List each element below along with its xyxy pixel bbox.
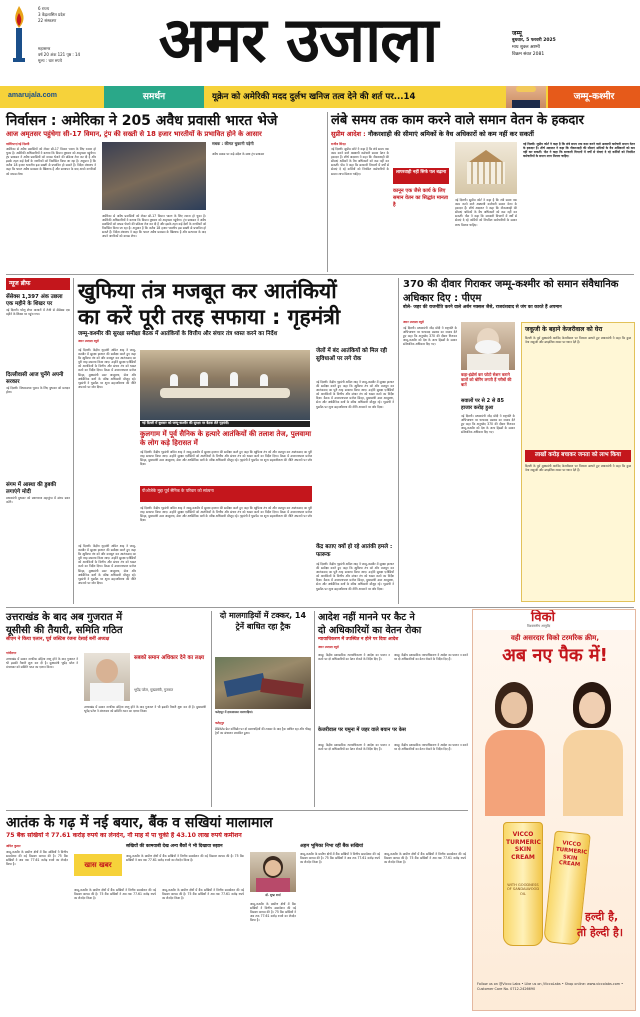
ad-model-1 — [479, 676, 553, 816]
main-sub-body-2: नई दिल्ली। केंद्रीय गृहमंत्री अमित शाह ने जम्मू-कश्मीर में सुरक्षा हालात की समीक्षा करते हुए कहा कि खुफिया तंत्र को और मजबूत कर आतंकवाद का पूरी तरह सफाया किया जाए। उन्होंने सुरक्षा एजेंसियों को आतंकियों के वित्तीय और संचार तंत्र को ध्वस्त करने का निर्देश दिया। बैठक में उपराज्यपाल मनोज सिन्हा, मुख्यमंत्री उमर अब्दुल्ला, सेना और अर्धसैनिक बलों के वरिष्ठ अधिकारी मौजूद रहे। गृहमंत्री ने घुसपैठ पर शून्य सहनशीलता की नीति अपनाने पर जोर दिया। — [316, 562, 394, 591]
banking-body-3: जम्मू-कश्मीर के ग्रामीण क्षेत्रों में बैंक सखियों ने वित्तीय समावेशन की नई मिसाल कायम की है। 75 बैंक सखियों ने अब तक 77.61 करोड़ रुपये का लेनदेन किया है। — [162, 888, 244, 901]
banking-box-body: जम्मू-कश्मीर के ग्रामीण क्षेत्रों में बैंक सखियों ने वित्तीय समावेशन की नई मिसाल कायम की है। 75 बैंक सखियों ने अब तक 77.61 करोड़ रुपये का लेनदेन किया है। — [126, 854, 244, 863]
news-brief-tag: न्यूज ब्रीफ — [6, 278, 70, 290]
banking-side-title[interactable]: अहम भूमिका निभा रहीं बैंक सखियां — [300, 844, 363, 849]
court-deck: न्यायाधिकरण में उपस्थित न होने पर दिया आदेश — [318, 637, 399, 642]
lead-right-body: नई दिल्ली। सुप्रीम कोर्ट ने कहा है कि लंबे समय तक काम करने वाले अस्थायी कर्मचारी समान वेतन के हकदार हैं। शीर्ष अदालत ने कहा कि नौकरशाही की सीमाएं श्रमिकों के वैध अधिकारों को कम नहीं कर सकतीं। पीठ ने कहा कि सरकारी विभागों में वर्षों से सेवाएं दे रहे कर्मियों को नियमित कर्मचारियों के समान लाभ मिलना चाहिए। — [331, 147, 389, 176]
meeting-photo — [140, 350, 310, 420]
divider — [6, 274, 634, 275]
banking-deck: 75 बैंक सखियों ने 77.61 करोड़ रुपये का लेनदेन, नौ माह में पा चुकी हैं 43.10 लाख रुपये कमीशन — [6, 832, 242, 839]
lead-left-subtext: अवैध प्रवास पर कड़े संदेश के साथ ट्रंप प्रशासन — [212, 152, 265, 156]
lead-left — [6, 112, 324, 274]
lead-right-box: लापरवाही नहीं सिर्फ पल बढ़ाना — [393, 168, 449, 184]
court-sub-headline[interactable]: केजरीवाल पर यमुना में जहर वाले बयान पर केस — [318, 727, 406, 733]
brief-headline[interactable]: सेंसेक्स 1,397 अंक उछला एक महीने के शिखर पर — [6, 293, 63, 307]
side-box — [521, 322, 635, 602]
lead-right — [331, 112, 635, 274]
ticker-tag: समर्थन — [104, 86, 204, 108]
issue-info: वर्ष 20 अंक 121 पृष्ठ : 14 — [38, 52, 81, 57]
ucc-body-2: उत्तराखंड में समान नागरिक संहिता लागू होने के बाद गुजरात ने भी इसकी तैयारी शुरू कर दी है। मुख्यमंत्री भूपेंद्र पटेल ने मंगलवार को समिति गठन का एलान किया। — [84, 705, 206, 714]
news-brief-column — [6, 278, 70, 604]
ucc-story — [6, 611, 208, 807]
main-sub-body: नई दिल्ली। केंद्रीय गृहमंत्री अमित शाह ने जम्मू-कश्मीर में सुरक्षा हालात की समीक्षा करते हुए कहा कि खुफिया तंत्र को और मजबूत कर आतंकवाद का पूरी तरह सफाया किया जाए। उन्होंने सुरक्षा एजेंसियों को आतंकियों के वित्तीय और संचार तंत्र को ध्वस्त करने का निर्देश दिया। बैठक में उपराज्यपाल मनोज सिन्हा, मुख्यमंत्री उमर अब्दुल्ला, सेना और अर्धसैनिक बलों के वरिष्ठ अधिकारी मौजूद रहे। गृहमंत्री ने घुसपैठ पर शून्य सहनशीलता की नीति अपनाने पर जोर दिया। — [140, 506, 312, 523]
lead-left-headline[interactable]: निर्वासन : अमेरिका ने 205 अवैध प्रवासी भारत भेजे — [6, 113, 278, 129]
court-headline-line2[interactable]: दो अधिकारियों का वेतन रोका — [318, 625, 422, 636]
banking-box-title[interactable]: सखियों की कामयाबी देख अन्य बैंकों ने भी दिखाया रुझान — [126, 844, 223, 849]
section-jk: जम्मू-कश्मीर — [548, 86, 640, 108]
banking-side-body: जम्मू-कश्मीर के ग्रामीण क्षेत्रों में बैंक सखियों ने वित्तीय समावेशन की नई मिसाल कायम की है। 75 बैंक सखियों ने अब तक 77.61 करोड़ रुपये का लेनदेन किया है। — [300, 852, 380, 865]
lead-right-quote: कानून एक जैसे कार्य के लिए समान वेतन का सिद्धांत मानता है — [393, 188, 448, 208]
article-370-deck: बोले- जहर की राजनीति करने वाले अर्बन नक्सल जैसे, राजवंशवाद से जंग का कारते हैं अपमान — [403, 305, 562, 310]
court-body: जम्मू। केंद्रीय प्रशासनिक न्यायाधिकरण ने आदेश का पालन न करने पर दो अधिकारियों का वेतन रोकने के निर्देश दिए हैं। — [318, 653, 390, 662]
ticker-bar — [0, 86, 640, 108]
court-sub-body-2: जम्मू। केंद्रीय प्रशासनिक न्यायाधिकरण ने आदेश का पालन न करने पर दो अधिकारियों का वेतन रोकने के निर्देश दिए हैं। — [394, 743, 468, 752]
ucc-photo-name: भूपेंद्र पटेल, मुख्यमंत्री, गुजरात — [134, 688, 174, 692]
side-box-text: दिल्ली के पूर्व मुख्यमंत्री अरविंद केजरीवाल पर निशाना साधते हुए प्रधानमंत्री ने कहा कि कुछ नेता जकूजी और स्टाइलिश शावर पर ध्यान देते हैं। — [525, 336, 631, 345]
ad-brand: विको — [531, 610, 555, 625]
ad-headline2: अब नए पैक में! — [502, 645, 608, 666]
banking-story — [6, 814, 468, 1012]
main-side-headline[interactable]: जेलों में बंद आतंकियों को मिल रही सुविधाओं पर लगे रोक — [316, 348, 387, 362]
city: जम्मू — [512, 30, 522, 37]
lead-left-subhead: सबक : कीमत चुकानी पड़ेगी — [212, 141, 254, 146]
main-deck: जम्मू-कश्मीर की सुरक्षा समीक्षा बैठक में आतंकियों के वित्तीय और संचार तंत्र ध्वस्त करने का निर्देश — [78, 331, 278, 337]
article-370-stat-headline[interactable]: सवालों पर से 2 से 85 हाजार करोड़ हुआ — [461, 398, 504, 411]
banking-body: जम्मू-कश्मीर के ग्रामीण क्षेत्रों में बैंक सखियों ने वित्तीय समावेशन की नई मिसाल कायम की है। 75 बैंक सखियों ने अब तक 77.61 करोड़ रुपये का लेनदेन किया है। — [6, 850, 68, 867]
brief-text: प्रधानमंत्री बुधवार को प्रयागराज महाकुंभ में संगम स्नान करेंगे। — [6, 495, 70, 504]
ticker-headline[interactable]: यूक्रेन को अमेरिकी मदद दुर्लभ खनिज तत्व देने की शर्त पर...14 — [212, 92, 416, 102]
court-byline: अमर उजाला ब्यूरो — [318, 645, 339, 649]
lead-right-deck: नौकरशाही की सीमाएं श्रमिकों के वैध अधिकारों को कम नहीं कर सकतीं — [367, 130, 534, 138]
lead-right-headline[interactable]: लंबे समय तक काम करने वाले समान वेतन के हकदार — [331, 113, 584, 128]
lead-right-body-3: नई दिल्ली। सुप्रीम कोर्ट ने कहा है कि लंबे समय तक काम करने वाले अस्थायी कर्मचारी समान वेतन के हकदार हैं। शीर्ष अदालत ने कहा कि नौकरशाही की सीमाएं श्रमिकों के वैध अधिकारों को कम नहीं कर सकतीं। पीठ ने कहा कि सरकारी विभागों में वर्षों से सेवाएं दे रहे कर्मियों को नियमित कर्मचारियों के समान लाभ मिलना चाहिए। — [523, 142, 635, 159]
article-370-photo-caption: कहा-इंडोर्स कर फोटो सेशन कराने वालों को बोरिंग लगती हैं गरीबों की बातें — [461, 372, 512, 388]
lead-right-byline: राजीव सिन्हा — [331, 142, 346, 146]
court-story — [318, 611, 468, 807]
vikram-samvat: विक्रम संवत 2081 — [512, 52, 545, 57]
ucc-photo-caption: सबको समान अधिकार देने का लक्ष्य — [134, 655, 205, 661]
website-link[interactable]: amarujala.com — [8, 92, 58, 99]
vicco-ad[interactable] — [472, 609, 636, 1011]
ad-model-2 — [557, 676, 631, 816]
banking-byline: अमित कुमार — [6, 844, 21, 848]
brief-text: नई दिल्ली। विधानसभा चुनाव के लिए बुधवार को मतदान होगा। — [6, 385, 70, 394]
article-370-body: नई दिल्ली। प्रधानमंत्री नरेंद्र मोदी ने राष्ट्रपति के अभिभाषण पर धन्यवाद प्रस्ताव का जवाब देते हुए कहा कि अनुच्छेद 370 की दीवार गिराकर जम्मू-कश्मीर को देश के अन्य हिस्सों के समान संवैधानिक अधिकार दिए गए। — [403, 326, 457, 347]
main-red-headline[interactable]: कुलगाम में पूर्व सैनिक के हत्यारे आतंकियों की तलाश तेज, पुलवामा के लोग कड़े हिरासत में — [140, 430, 312, 447]
price: मूल्य : चार रुपये — [38, 58, 62, 63]
product-tube-1 — [503, 822, 543, 946]
product-label: VICCO TURMERIC SKIN CREAM — [555, 840, 588, 869]
side-box-text-2: दिल्ली के पूर्व मुख्यमंत्री अरविंद केजरीवाल पर निशाना साधते हुए प्रधानमंत्री ने कहा कि कुछ नेता जकूजी और स्टाइलिश शावर पर ध्यान देते हैं। — [525, 463, 631, 472]
tagline-uts: 3 केंद्रशासित प्रदेश — [38, 12, 66, 17]
ucc-headline-line1[interactable]: उत्तराखंड के बाद अब गुजरात में — [6, 612, 123, 623]
torch-icon — [8, 4, 30, 64]
banking-side-body-3: जम्मू-कश्मीर के ग्रामीण क्षेत्रों में बैंक सखियों ने वित्तीय समावेशन की नई मिसाल कायम की है। 75 बैंक सखियों ने अब तक 77.61 करोड़ रुपये का लेनदेन किया है। — [250, 902, 296, 923]
ucc-headline-line2[interactable]: यूसीसी की तैयारी, समिति गठित — [6, 625, 123, 636]
ucc-byline: गांधीनगर — [6, 651, 17, 655]
lead-left-deck: आज अमृतसर पहुंचेगा सी-17 विमान, ट्रंप की सख्ती से 18 हजार भारतीयों के प्रभावित होने के आसार — [6, 130, 262, 138]
banking-side-body-2: जम्मू-कश्मीर के ग्रामीण क्षेत्रों में बैंक सखियों ने वित्तीय समावेशन की नई मिसाल कायम की है। 75 बैंक सखियों ने अब तक 77.61 करोड़ रुपये का लेनदेन किया है। — [384, 852, 466, 865]
main-story — [78, 278, 394, 606]
divider — [73, 278, 74, 604]
main-side-body: नई दिल्ली। केंद्रीय गृहमंत्री अमित शाह ने जम्मू-कश्मीर में सुरक्षा हालात की समीक्षा करते हुए कहा कि खुफिया तंत्र को और मजबूत कर आतंकवाद का पूरी तरह सफाया किया जाए। उन्होंने सुरक्षा एजेंसियों को आतंकियों के वित्तीय और संचार तंत्र को ध्वस्त करने का निर्देश दिया। बैठक में उपराज्यपाल मनोज सिन्हा, मुख्यमंत्री उमर अब्दुल्ला, सेना और अर्धसैनिक बलों के वरिष्ठ अधिकारी मौजूद रहे। गृहमंत्री ने घुसपैठ पर शून्य सहनशीलता की नीति अपनाने पर जोर दिया। — [316, 380, 394, 409]
ucc-deck: सीएम ने किया एलान, पूर्व जस्टिस रंजना देसाई बनीं अध्यक्ष — [6, 637, 110, 642]
main-headline-line1[interactable]: खुफिया तंत्र मजबूत कर आतंकियों — [78, 279, 337, 303]
shubhra-sharma-caption: डॉ. शुभ्रा शर्मा — [265, 893, 281, 897]
main-body: नई दिल्ली। केंद्रीय गृहमंत्री अमित शाह ने जम्मू-कश्मीर में सुरक्षा हालात की समीक्षा करते हुए कहा कि खुफिया तंत्र को और मजबूत कर आतंकवाद का पूरी तरह सफाया किया जाए। उन्होंने सुरक्षा एजेंसियों को आतंकियों के वित्तीय और संचार तंत्र को ध्वस्त करने का निर्देश दिया। बैठक में उपराज्यपाल मनोज सिन्हा, मुख्यमंत्री उमर अब्दुल्ला, सेना और अर्धसैनिक बलों के वरिष्ठ अधिकारी मौजूद रहे। गृहमंत्री ने घुसपैठ पर शून्य सहनशीलता की नीति अपनाने पर जोर दिया। — [78, 348, 136, 389]
article-370-byline: अमर उजाला ब्यूरो — [403, 320, 424, 324]
train-story — [215, 611, 311, 807]
lead-left-byline: वाशिंगटन/नई दिल्ली — [6, 142, 30, 146]
train-photo — [215, 657, 311, 709]
train-body: डेडिकेटेड फ्रेट कॉरिडोर पर दो मालगाड़ियों की टक्कर के बाद ट्रैक बाधित रहा और चौदह ट्रेनों का संचालन प्रभावित हुआ। — [215, 727, 311, 736]
lead-left-body-cont: अमेरिका से अवैध प्रवासियों को लेकर सी-17 विमान भारत के लिए रवाना हो चुका है। अमेरिकी अधिकारियों ने बताया कि विमान बुधवार को अमृतसर पहुंचेगा। ट्रंप प्रशासन ने अवैध प्रवासियों को वापस भेजने की प्रक्रिया तेज कर दी है और इसके तहत कई देशों के नागरिकों को निर्वासित किया जा रहा है। अनुमान है कि करीब 18 हजार भारतीय इस सख्ती से प्रभावित हो सकते हैं। विदेश मंत्रालय ने कहा कि भारत अवैध प्रवासन के खिलाफ है और सत्यापन के बाद अपने नागरिकों को वापस लेगा। — [102, 214, 206, 239]
ucc-body: उत्तराखंड में समान नागरिक संहिता लागू होने के बाद गुजरात ने भी इसकी तैयारी शुरू कर दी है। मुख्यमंत्री भूपेंद्र पटेल ने मंगलवार को समिति गठन का एलान किया। — [6, 657, 78, 670]
masthead — [0, 0, 640, 86]
train-headline[interactable]: दो मालगाड़ियों में टक्कर, 14 ट्रेनें बाधित रहा ट्रैक — [219, 611, 307, 631]
brief-text: नई दिल्ली। घरेलू शेयर बाजारों में तेजी से सेंसेक्स एक महीने के शिखर पर पहुंच गया। — [6, 307, 70, 316]
banking-headline[interactable]: आतंक के गढ़ में नई बयार, बैंक व सखियां मालामाल — [6, 815, 273, 831]
train-byline: फतेहपुर — [215, 721, 225, 725]
lead-right-kicker: सुप्रीम आदेश : — [331, 130, 366, 138]
shubhra-sharma-photo — [250, 852, 296, 892]
main-red-box: पीओजेके मुद्दा पूर्व सैनिक के परिवार को सांत्वना — [140, 486, 312, 502]
tagline-states: 6 राज्य — [38, 6, 50, 11]
article-370 — [403, 278, 635, 606]
court-body-2: जम्मू। केंद्रीय प्रशासनिक न्यायाधिकरण ने आदेश का पालन न करने पर दो अधिकारियों का वेतन रोकने के निर्देश दिए हैं। — [394, 653, 468, 662]
banking-body-2: जम्मू-कश्मीर के ग्रामीण क्षेत्रों में बैंक सखियों ने वित्तीय समावेशन की नई मिसाल कायम की है। 75 बैंक सखियों ने अब तक 77.61 करोड़ रुपये का लेनदेन किया है। — [74, 888, 156, 901]
brief-headline[interactable]: दिल्लीवासी आज चुनेंगे अपनी सरकार — [6, 371, 64, 385]
divider — [314, 611, 315, 807]
side-box-red-title[interactable]: लाखों करोड़ बचाकर जनता को लाभ किया — [525, 450, 631, 462]
khas-khabar-tag: खास खबर — [74, 854, 122, 876]
divider — [398, 278, 399, 604]
divider — [6, 607, 634, 608]
ad-tagline-1: हल्दी है, — [585, 910, 619, 923]
supreme-court-photo — [455, 142, 517, 194]
meeting-photo-caption: नई दिल्ली में बुधवार को जम्मू-कश्मीर की सुरक्षा पर बैठक लेते गृहमंत्री। — [140, 421, 310, 427]
article-370-headline[interactable]: 370 की दीवार गिराकर जम्मू-कश्मीर को समान संवैधानिक अधिकार दिए : पीएम — [403, 279, 619, 304]
article-370-body-2: नई दिल्ली। प्रधानमंत्री नरेंद्र मोदी ने राष्ट्रपति के अभिभाषण पर धन्यवाद प्रस्ताव का जवाब देते हुए कहा कि अनुच्छेद 370 की दीवार गिराकर जम्मू-कश्मीर को देश के अन्य हिस्सों के समान संवैधानिक अधिकार दिए गए। — [461, 414, 515, 435]
ad-tagline-2: तो हेल्दी है। — [577, 926, 624, 939]
edition-name: महासमर — [38, 46, 51, 51]
side-box-title[interactable]: जकूजी के बहाने केजरीवाल को घेरा — [525, 326, 603, 333]
train-photo-caption: फतेहपुर में हादसाग्रस्त मालगाड़ियां। — [215, 710, 253, 714]
lead-left-body: अमेरिका से अवैध प्रवासियों को लेकर सी-17 विमान भारत के लिए रवाना हो चुका है। अमेरिकी अधिकारियों ने बताया कि विमान बुधवार को अमृतसर पहुंचेगा। ट्रंप प्रशासन ने अवैध प्रवासियों को वापस भेजने की प्रक्रिया तेज कर दी है और इसके तहत कई देशों के नागरिकों को निर्वासित किया जा रहा है। अनुमान है कि करीब 18 हजार भारतीय इस सख्ती से प्रभावित हो सकते हैं। विदेश मंत्रालय ने कहा कि भारत अवैध प्रवासन के खिलाफ है और सत्यापन के बाद अपने नागरिकों को वापस लेगा। — [6, 147, 96, 176]
lead-right-body-2: नई दिल्ली। सुप्रीम कोर्ट ने कहा है कि लंबे समय तक काम करने वाले अस्थायी कर्मचारी समान वेतन के हकदार हैं। शीर्ष अदालत ने कहा कि नौकरशाही की सीमाएं श्रमिकों के वैध अधिकारों को कम नहीं कर सकतीं। पीठ ने कहा कि सरकारी विभागों में वर्षों से सेवाएं दे रहे कर्मियों को नियमित कर्मचारियों के समान लाभ मिलना चाहिए। — [455, 198, 517, 227]
main-byline: अमर उजाला ब्यूरो — [78, 339, 99, 343]
tagline-editions: 22 संस्करण — [38, 18, 57, 23]
ad-brand-sub: विश्वसनीय आयुर्वेद — [527, 624, 551, 628]
product-label: VICCO TURMERIC SKIN CREAM — [506, 831, 541, 861]
hindu-date: माघ शुक्ल अष्टमी — [512, 45, 540, 50]
court-sub-body: जम्मू। केंद्रीय प्रशासनिक न्यायाधिकरण ने आदेश का पालन न करने पर दो अधिकारियों का वेतन रोकने के निर्देश दिए हैं। — [318, 743, 390, 752]
cm-patel-photo — [84, 653, 130, 701]
masthead-logo: अमर उजाला — [158, 3, 438, 76]
court-headline-line1[interactable]: आदेश नहीं मानने पर कैट ने — [318, 612, 415, 623]
trump-thumbnail — [506, 86, 546, 108]
main-body-cont: नई दिल्ली। केंद्रीय गृहमंत्री अमित शाह ने जम्मू-कश्मीर में सुरक्षा हालात की समीक्षा करते हुए कहा कि खुफिया तंत्र को और मजबूत कर आतंकवाद का पूरी तरह सफाया किया जाए। उन्होंने सुरक्षा एजेंसियों को आतंकियों के वित्तीय और संचार तंत्र को ध्वस्त करने का निर्देश दिया। बैठक में उपराज्यपाल मनोज सिन्हा, मुख्यमंत्री उमर अब्दुल्ला, सेना और अर्धसैनिक बलों के वरिष्ठ अधिकारी मौजूद रहे। गृहमंत्री ने घुसपैठ पर शून्य सहनशीलता की नीति अपनाने पर जोर दिया। — [78, 544, 136, 585]
date: बुधवार, 5 फरवरी 2025 — [512, 38, 556, 43]
brief-headline[interactable]: संगम में आस्था की डुबकी लगाएंगे मोदी — [6, 481, 57, 495]
pm-modi-photo — [461, 322, 515, 370]
main-headline-line2[interactable]: का करें पूरी तरह सफाया : गृहमंत्री — [78, 305, 341, 329]
ad-footer: Follow us on @Vicco Labs • Like us on /ViccoLabs • Shop online: www.viccolabs.com • Customer Care No. 0712-2426690 — [477, 982, 624, 991]
divider — [327, 112, 328, 272]
main-sub-headline[interactable]: केंद्र बताए क्यों हो रहे आतंकी हमले : फारूक — [316, 544, 393, 558]
product-sub-label: WITH GOODNESS OF SANDALWOOD OIL — [506, 883, 540, 896]
ad-headline1: वही असरदार विको टरमरिक क्रीम, — [510, 634, 600, 642]
divider — [6, 810, 468, 811]
deportation-photo — [102, 142, 206, 210]
divider — [211, 611, 212, 807]
main-red-body: नई दिल्ली। केंद्रीय गृहमंत्री अमित शाह ने जम्मू-कश्मीर में सुरक्षा हालात की समीक्षा करते हुए कहा कि खुफिया तंत्र को और मजबूत कर आतंकवाद का पूरी तरह सफाया किया जाए। उन्होंने सुरक्षा एजेंसियों को आतंकियों के वित्तीय और संचार तंत्र को ध्वस्त करने का निर्देश दिया। बैठक में उपराज्यपाल मनोज सिन्हा, मुख्यमंत्री उमर अब्दुल्ला, सेना और अर्धसैनिक बलों के वरिष्ठ अधिकारी मौजूद रहे। गृहमंत्री ने घुसपैठ पर शून्य सहनशीलता की नीति अपनाने पर जोर दिया। — [140, 450, 312, 467]
